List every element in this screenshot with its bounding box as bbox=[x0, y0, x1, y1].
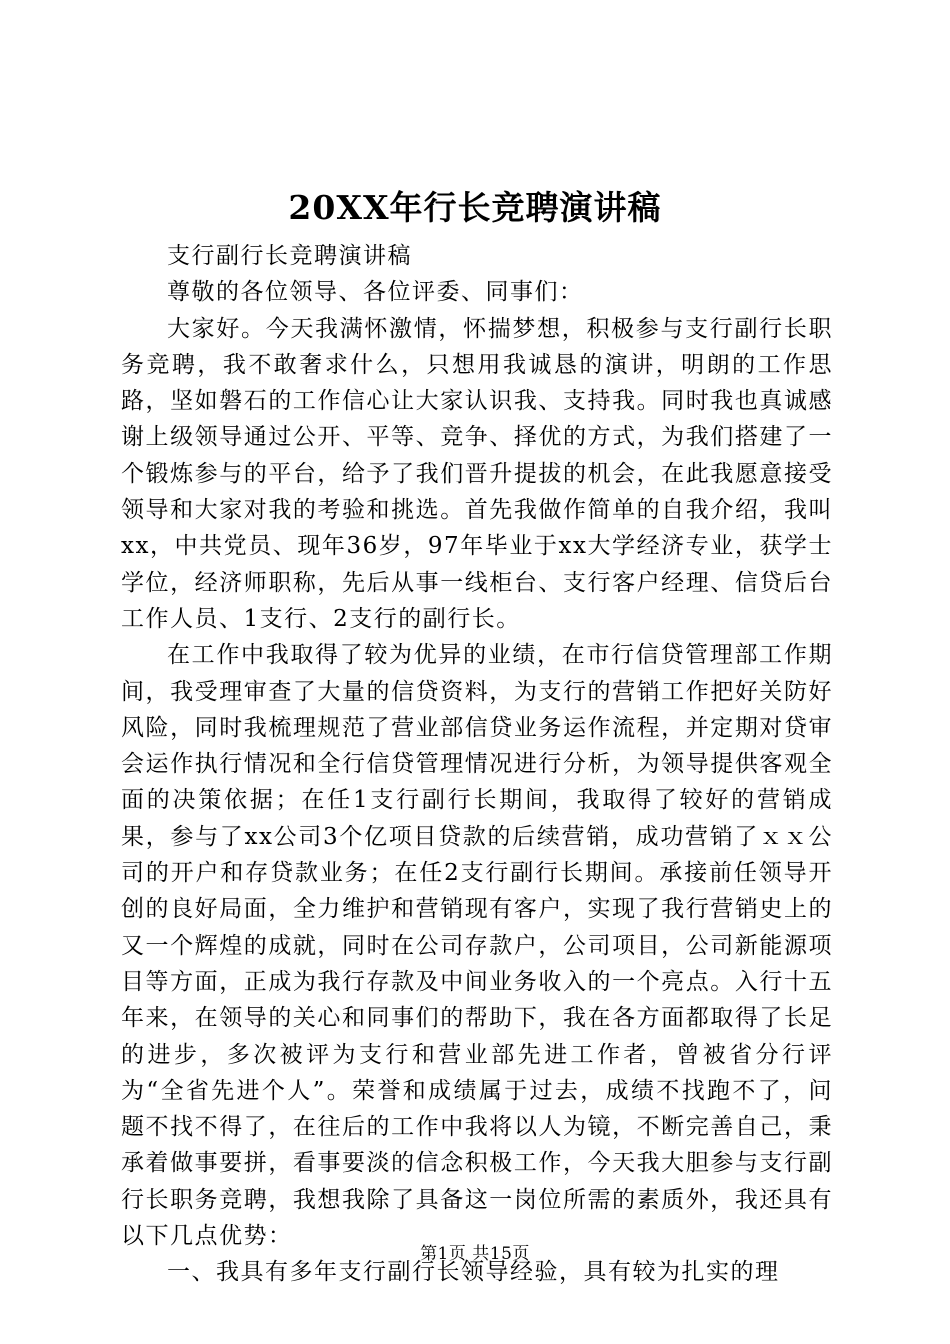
document-body bbox=[121, 238, 833, 1291]
document-title: 20XX年行长竞聘演讲稿 bbox=[288, 188, 662, 227]
salutation-paragraph: 尊敬的各位领导、各位评委、同事们： bbox=[167, 279, 584, 306]
page-number: 第1页 共15页 bbox=[420, 1244, 530, 1264]
advantage-paragraph: 一、我具有多年支行副行长领导经验，具有较为扎实的理 bbox=[167, 1259, 780, 1286]
intro-paragraph: 大家好。今天我满怀激情，怀揣梦想，积极参与支行副行长职务竞聘，我不敢奢求什么，只想用我诚恳的演讲，明朗的工作思路，坚如磐石的工作信心让大家认识我、支持我。同时我也真诚感谢上级领导通过公开、平等、竞争、择优的方式，为我们搭建了一个锻炼参与的平台，给予了我们晋升提拔的机会，在此我愿意接受领导和大家对我的考验和挑选。首先我做作简单的自我介绍，我叫xx，中共党员、现年36岁，97年毕业于xx大学经济专业，获学士学位，经济师职称，先后从事一线柜台、支行客户经理、信贷后台工作人员、1支行、2支行的副行长。 bbox=[121, 315, 833, 632]
achievements-paragraph: 在工作中我取得了较为优异的业绩，在市行信贷管理部工作期间，我受理审查了大量的信贷资料，为支行的营销工作把好关防好风险，同时我梳理规范了营业部信贷业务运作流程，并定期对贷审会运作执行情况和全行信贷管理情况进行分析，为领导提供客观全面的决策依据；在任1支行副行长期间，我取得了较好的营销成果，参与了xx公司3个亿项目贷款的后续营销，成功营销了ｘｘ公司的开户和存贷款业务；在任2支行副行长期间。承接前任领导开创的良好局面，全力维护和营销现有客户，实现了我行营销史上的又一个辉煌的成就，同时在公司存款户，公司项目，公司新能源项目等方面，正成为我行存款及中间业务收入的一个亮点。入行十五年来，在领导的关心和同事们的帮助下，我在各方面都取得了长足的进步，多次被评为支行和营业部先进工作者，曾被省分行评为“全省先进个人”。荣誉和成绩属于过去，成绩不找跑不了，问题不找不得了，在往后的工作中我将以人为镜，不断完善自己，秉承着做事要拼，看事要淡的信念积极工作，今天我大胆参与支行副行长职务竞聘，我想我除了具备这一岗位所需的素质外，我还具有以下几点优势： bbox=[121, 642, 833, 1250]
subtitle-paragraph: 支行副行长竞聘演讲稿 bbox=[167, 243, 412, 269]
